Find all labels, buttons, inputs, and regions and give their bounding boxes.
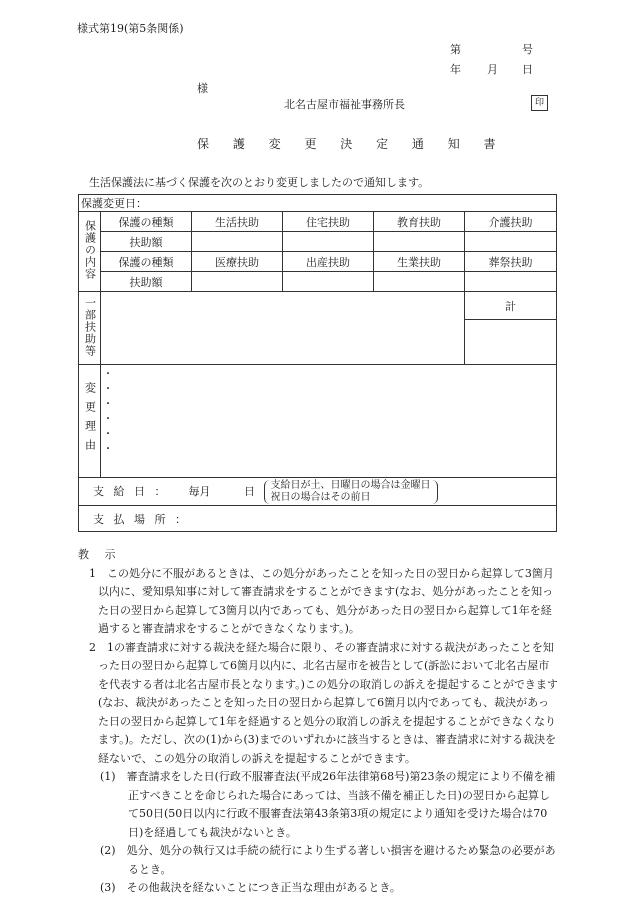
amount-cell [374, 272, 465, 292]
amount-cell [465, 232, 557, 252]
date-year: 年 [450, 63, 461, 76]
section-naiyou [79, 212, 101, 292]
payday-cell [79, 478, 557, 506]
kind-sousai: 葬祭扶助 [465, 252, 557, 272]
total-value-cell [465, 320, 557, 365]
payday-monthly: 毎月 [188, 484, 211, 498]
reason-bullet: ・ [103, 414, 113, 425]
instruction-item-1: 1 この処分に不服があるときは、この処分があったことを知った日の翌日から起算して3箇月以内に、愛知県知事に対して審査請求をすることができます(なお、処分があったことを知った日の翌日から起算して3箇月以内であっても、処分があった日の翌日から起算して1年を経過すると審査請求をすることができなくなります。)。 [89, 566, 554, 635]
issuer-name: 北名古屋市福祉事務所長 [284, 98, 405, 111]
reason-bullet: ・ [103, 429, 113, 440]
amount-cell [283, 272, 374, 292]
kind-label-1: 保護の種類 [101, 212, 192, 232]
instruction-sub-2: (2) 処分、処分の執行又は手続の続行により生ずる著しい損害を避けるため緊急の必要があるとき。 [100, 844, 556, 876]
change-date-label: 保護変更日： [81, 197, 147, 210]
protection-change-table [78, 194, 557, 532]
amount-label-2: 扶助額 [101, 272, 192, 292]
payday-note-line1: 支給日が土、日曜日の場合は金曜日 [270, 479, 431, 491]
payday-day: 日 [244, 484, 255, 498]
payday-note-line2: 祝日の場合はその前日 [270, 491, 371, 503]
amount-cell [192, 232, 283, 252]
amount-cell [374, 232, 465, 252]
form-number: 様式第19(第5条関係) [77, 22, 184, 35]
date-month: 月 [487, 63, 498, 76]
section-naiyou-label: 保護の内容 [83, 220, 97, 280]
kind-shussan: 出産扶助 [283, 252, 374, 272]
instruction-item-2: 2 1の審査請求に対する裁決を経た場合に限り、その審査請求に対する裁決があったことを知った日の翌日から起算して6箇月以内に、北名古屋市を被告として(訴訟において北名古屋市を代表する者は北名古屋市長となります。)この処分の取消しの訴えを提起することができます(なお、裁決があったことを知った日の翌日から起算して6箇月以内であっても、裁決があった日の翌日から起算して1年を経過すると処分の取消しの訴えを提起することができなくなります。)。ただし、次の(1)から(3)までのいずれかに該当するときは、審査請求に対する裁決を経ないで、この処分の取消しの訴えを提起することができます。 [89, 640, 558, 765]
payday-label: 支 給 日 ： [93, 484, 169, 498]
reason-bullet-list [103, 367, 554, 457]
instruction-sub-3: (3) その他裁決を経ないことにつき正当な理由があるとき。 [100, 881, 401, 894]
kind-kyouiku: 教育扶助 [374, 212, 465, 232]
reason-bullet: ・ [103, 399, 113, 410]
kind-seigyou: 生業扶助 [374, 252, 465, 272]
change-date-cell [79, 195, 557, 212]
seal-stamp: 印 [531, 95, 548, 111]
section-ichibu [79, 292, 101, 365]
kind-iryou: 医療扶助 [192, 252, 283, 272]
total-label: 計 [465, 292, 557, 320]
payplace-cell [79, 506, 557, 532]
amount-label-1: 扶助額 [101, 232, 192, 252]
number-label-dai: 第 [450, 43, 461, 56]
intro-text: 生活保護法に基づく保護を次のとおり変更しましたので通知します。 [89, 176, 430, 189]
amount-cell [465, 272, 557, 292]
reason-bullet: ・ [103, 369, 113, 380]
kind-label-2: 保護の種類 [101, 252, 192, 272]
section-reason [79, 365, 101, 478]
amount-cell [283, 232, 374, 252]
amount-cell [192, 272, 283, 292]
reason-bullet: ・ [103, 444, 113, 455]
instruction-sub-1: (1) 審査請求をした日(行政不服審査法(平成26年法律第68号)第23条の規定により不備を補正すべきことを命じられた場合にあっては、当該不備を補正した日)の翌日から起算して50日(50日以内に行政不服審査法第43条第3項の規定により通知を受けた場合は70日)を経過しても裁決がないとき。 [100, 770, 556, 839]
number-label-go: 号 [522, 43, 533, 56]
document-title: 保 護 変 更 決 定 通 知 書 [197, 137, 506, 151]
reason-bullet: ・ [103, 384, 113, 395]
instructions-section [78, 546, 558, 898]
section-ichibu-label: 一部扶助等 [83, 296, 97, 357]
date-day: 日 [522, 63, 533, 76]
kind-kaigo: 介護扶助 [465, 212, 557, 232]
ichibu-content-cell [101, 292, 465, 365]
section-reason-label: 変更理由 [83, 381, 97, 458]
kind-juutaku: 住宅扶助 [283, 212, 374, 232]
payplace-label: 支 払 場 所 ： [93, 512, 189, 526]
instructions-heading: 教 示 [78, 548, 122, 561]
kind-seikatsu: 生活扶助 [192, 212, 283, 232]
addressee-sama: 様 [197, 82, 208, 95]
payday-note [264, 480, 438, 504]
reason-content-cell [101, 365, 557, 478]
